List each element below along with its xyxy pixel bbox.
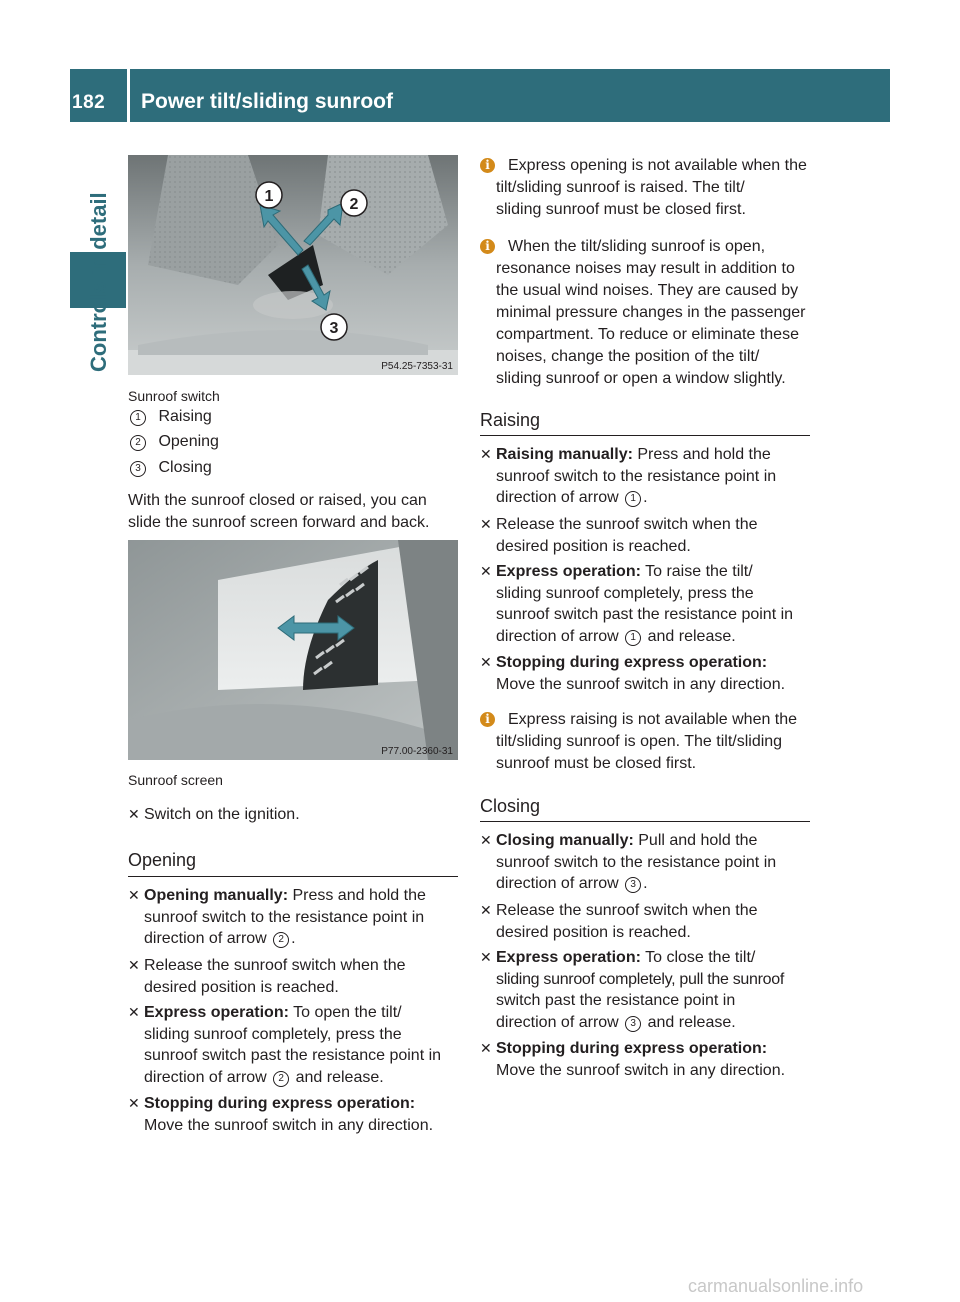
legend-item <box>128 433 219 451</box>
instruction-text: . <box>643 489 648 506</box>
x-bullet-icon: ✕ <box>480 832 492 848</box>
instruction-item <box>480 1038 830 1081</box>
text-line: When the tilt/sliding sunroof is open, <box>508 238 766 255</box>
instruction-text: direction of arrow <box>496 489 624 506</box>
info-icon: i <box>480 239 495 254</box>
instruction-bold: Express operation: <box>144 1004 289 1021</box>
instruction-item <box>480 561 830 647</box>
text-line: tilt/sliding sunroof is open. The tilt/sliding <box>496 733 783 750</box>
x-bullet-icon: ✕ <box>128 806 140 822</box>
text-line: resonance noises may result in addition to <box>496 260 795 277</box>
instruction-text: Move the sunroof switch in any direction. <box>144 1116 434 1134</box>
legend-number: 1 <box>130 410 146 426</box>
text-line: Express opening is not available when the <box>508 157 807 174</box>
text-line: minimal pressure changes in the passenger <box>496 304 806 321</box>
instruction-bold: Stopping during express operation: <box>144 1095 416 1112</box>
instruction-text: Press and hold the <box>288 887 426 904</box>
text-line: sliding sunroof must be closed first. <box>496 201 746 218</box>
watermark: carmanualsonline.info <box>688 1276 864 1296</box>
intro-paragraph <box>128 490 460 533</box>
instruction-text: and release. <box>291 1068 384 1086</box>
arrow-number: 3 <box>625 1016 641 1032</box>
legend-label: Raising <box>158 408 212 425</box>
text-line: tilt/sliding sunroof is raised. The tilt/ <box>496 179 745 196</box>
instruction-item <box>480 444 830 509</box>
instruction-text: direction of arrow <box>496 875 624 892</box>
instruction-text: Release the sunroof switch when the <box>144 957 406 974</box>
instruction-text: sunroof switch to the resistance point in <box>144 908 425 926</box>
info-note <box>480 236 814 390</box>
instruction-text: direction of arrow <box>144 930 272 947</box>
instruction-text: . <box>291 930 296 947</box>
text-line: sunroof must be closed first. <box>496 755 697 772</box>
instruction-item <box>128 804 460 826</box>
info-note <box>480 709 814 775</box>
instruction-bold: Stopping during express operation: <box>496 654 768 671</box>
instruction-bold: Express operation: <box>496 563 641 580</box>
instruction-text: To close the tilt/ <box>640 949 756 966</box>
instruction-text: Move the sunroof switch in any direction. <box>496 1061 786 1079</box>
x-bullet-icon: ✕ <box>128 887 140 903</box>
text-line: the usual wind noises. They are caused by <box>496 282 799 299</box>
text-line: compartment. To reduce or eliminate these <box>496 326 799 343</box>
instruction-text: Move the sunroof switch in any direction. <box>496 675 786 693</box>
x-bullet-icon: ✕ <box>480 1040 492 1056</box>
legend-item <box>128 408 212 426</box>
page-number: 182 <box>72 92 106 113</box>
instruction-bold: Express operation: <box>496 949 641 966</box>
instruction-text: sliding sunroof completely, press the <box>496 584 754 602</box>
instruction-item <box>480 900 830 943</box>
section-tab-label: Controls in detail <box>86 192 111 372</box>
info-icon: i <box>480 158 495 173</box>
instruction-text: desired position is reached. <box>496 923 691 941</box>
arrow-number: 2 <box>273 1071 289 1087</box>
instruction-text: desired position is reached. <box>496 537 691 555</box>
instruction-text: direction of arrow <box>144 1068 272 1086</box>
text-line: sliding sunroof or open a window slightly. <box>496 370 786 387</box>
instruction-text: sunroof switch past the resistance point in <box>144 1047 442 1064</box>
instruction-text: switch past the resistance point in <box>496 992 736 1009</box>
instruction-bold: Raising manually: <box>496 446 633 463</box>
instruction-item <box>480 947 830 1033</box>
instruction-text: Press and hold the <box>632 446 771 463</box>
sunroof-switch-figure <box>128 155 458 375</box>
section-heading-closing: Closing <box>480 796 541 816</box>
header-divider <box>127 69 130 122</box>
legend-number: 3 <box>130 461 146 477</box>
instruction-text: and release. <box>643 1013 736 1031</box>
instruction-text: direction of arrow <box>496 627 624 645</box>
callout-2-label: 2 <box>349 196 359 213</box>
instruction-text: To open the tilt/ <box>288 1004 402 1021</box>
sunroof-switch-illustration <box>128 155 458 375</box>
callout-1-label: 1 <box>264 188 274 205</box>
instruction-text: Release the sunroof switch when the <box>496 902 758 919</box>
info-icon: i <box>480 712 495 727</box>
info-note <box>480 155 814 221</box>
instruction-item <box>480 514 830 557</box>
x-bullet-icon: ✕ <box>128 957 140 973</box>
instruction-item <box>128 885 476 950</box>
legend-label: Closing <box>158 459 212 476</box>
arrow-number: 1 <box>625 630 641 646</box>
instruction-item <box>128 1093 476 1136</box>
figure-caption: Sunroof switch <box>128 388 220 404</box>
x-bullet-icon: ✕ <box>480 563 492 579</box>
section-rule <box>480 821 810 822</box>
instruction-bold: Opening manually: <box>144 887 289 904</box>
instruction-text: sliding sunroof completely, press the <box>144 1025 402 1043</box>
instruction-bold: Stopping during express operation: <box>496 1040 768 1057</box>
page-title: Power tilt/sliding sunroof <box>141 90 393 113</box>
section-rule <box>128 876 458 877</box>
arrow-number: 1 <box>625 491 641 507</box>
instruction-text: Switch on the ignition. <box>144 806 300 823</box>
sunroof-screen-illustration <box>128 540 458 760</box>
x-bullet-icon: ✕ <box>480 654 492 670</box>
text-line: With the sunroof closed or raised, you can <box>128 492 427 509</box>
sunroof-screen-figure <box>128 540 458 760</box>
instruction-item <box>480 652 830 695</box>
legend-label: Opening <box>158 433 219 450</box>
instruction-text: To raise the tilt/ <box>640 563 753 580</box>
instruction-text: sunroof switch to the resistance point in <box>496 853 777 871</box>
section-heading-opening: Opening <box>128 850 197 870</box>
callout-3-label: 3 <box>329 320 339 337</box>
instruction-text: sliding sunroof completely, pull the sunroof <box>496 970 785 988</box>
x-bullet-icon: ✕ <box>480 516 492 532</box>
section-rule <box>480 435 810 436</box>
instruction-text: sunroof switch to the resistance point in <box>496 467 777 485</box>
arrow-number: 3 <box>625 877 641 893</box>
instruction-text: . <box>643 875 648 892</box>
x-bullet-icon: ✕ <box>480 949 492 965</box>
instruction-text: and release. <box>643 627 736 645</box>
section-heading-raising: Raising <box>480 410 541 430</box>
figure-code: P54.25-7353-31 <box>381 361 453 372</box>
x-bullet-icon: ✕ <box>480 446 492 462</box>
x-bullet-icon: ✕ <box>128 1095 140 1111</box>
instruction-item <box>128 955 476 998</box>
text-line: noises, change the position of the tilt/ <box>496 348 760 365</box>
instruction-text: Pull and hold the <box>633 832 758 849</box>
figure-caption: Sunroof screen <box>128 772 223 788</box>
text-line: slide the sunroof screen forward and back. <box>128 513 430 531</box>
instruction-text: direction of arrow <box>496 1013 624 1031</box>
instruction-text: Release the sunroof switch when the <box>496 516 758 533</box>
instruction-text: desired position is reached. <box>144 978 339 996</box>
instruction-bold: Closing manually: <box>496 832 634 849</box>
text-line: Express raising is not available when the <box>508 711 798 728</box>
instruction-text: sunroof switch past the resistance point in <box>496 606 794 623</box>
legend-number: 2 <box>130 435 146 451</box>
arrow-number: 2 <box>273 932 289 948</box>
x-bullet-icon: ✕ <box>128 1004 140 1020</box>
x-bullet-icon: ✕ <box>480 902 492 918</box>
figure-code: P77.00-2360-31 <box>381 746 453 757</box>
instruction-item <box>128 1002 476 1088</box>
legend-item <box>128 459 212 477</box>
instruction-item <box>480 830 830 895</box>
